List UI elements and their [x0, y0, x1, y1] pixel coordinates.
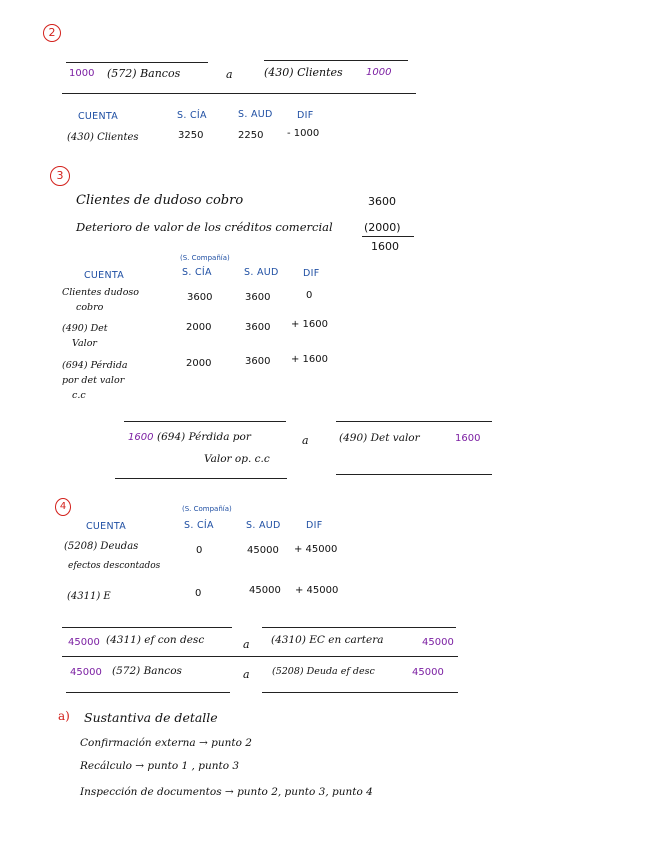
credit-amount: 1600: [455, 433, 481, 444]
credit-account: (490) Det valor: [339, 432, 420, 444]
line1-label: Clientes de dudoso cobro: [76, 193, 244, 208]
row3-cuenta-3: c.c: [72, 390, 86, 401]
debit-amount: 1000: [69, 68, 95, 79]
row2-saud: 3600: [245, 322, 271, 333]
entry2-a: a: [243, 668, 250, 681]
row2-dif: + 1600: [291, 319, 329, 330]
row-saud: 2250: [238, 130, 264, 141]
section-4-marker: 4: [55, 498, 71, 516]
line3-value: 1600: [371, 240, 399, 253]
row1-saud: 3600: [245, 292, 271, 303]
col-scia: S. CÍA: [184, 520, 214, 531]
row2-dif: + 45000: [295, 585, 339, 596]
row3-cuenta-2: por det valor: [62, 375, 125, 386]
line1-value: 3600: [368, 195, 396, 208]
entry1-credit-account: (4310) EC en cartera: [271, 634, 384, 646]
entry-line: [62, 93, 416, 94]
entry-line: [336, 421, 492, 422]
entry-line: [336, 474, 492, 475]
entry2-debit-account: (572) Bancos: [112, 665, 182, 677]
row1-saud: 45000: [247, 545, 279, 556]
section-3-marker: 3: [50, 166, 70, 186]
row1-scia: 3600: [187, 292, 213, 303]
entry2-debit-amount: 45000: [70, 667, 102, 678]
scia-note: (S. Compañía): [180, 254, 230, 262]
row3-dif: + 1600: [291, 354, 329, 365]
col-dif: DIF: [306, 520, 323, 531]
entry1-debit-amount: 45000: [68, 637, 100, 648]
row3-cuenta: (694) Pérdida: [62, 360, 128, 371]
col-cuenta: CUENTA: [84, 270, 125, 281]
section-a-title: Sustantiva de detalle: [84, 710, 218, 725]
debit-amount: 1600: [128, 432, 154, 443]
debit-account-2: Valor op. c.c: [204, 453, 270, 465]
row-scia: 3250: [178, 130, 204, 141]
row1-dif: + 45000: [294, 544, 338, 555]
entry1-debit-account: (4311) ef con desc: [106, 634, 205, 646]
list-item: Recálculo → punto 1 , punto 3: [80, 760, 240, 772]
entry-line: [124, 421, 286, 422]
row1-cuenta-2: cobro: [76, 302, 104, 313]
section-2-marker: 2: [43, 24, 61, 42]
entry-line: [262, 627, 456, 628]
entry1-credit-amount: 45000: [422, 637, 454, 648]
list-item: Confirmación externa → punto 2: [80, 737, 252, 749]
col-cuenta: CUENTA: [78, 111, 119, 122]
col-dif: DIF: [303, 268, 320, 279]
row3-saud: 3600: [245, 356, 271, 367]
list-item: Inspección de documentos → punto 2, punto 3, punto 4: [80, 786, 373, 798]
entry-line: [62, 627, 232, 628]
entry-line: [262, 692, 458, 693]
entry-line: [115, 478, 287, 479]
col-saud: S. AUD: [244, 267, 279, 278]
col-dif: DIF: [297, 110, 314, 121]
row-dif: - 1000: [287, 128, 320, 139]
entry-line: [264, 60, 408, 61]
line2-label: Deterioro de valor de los créditos comercial: [76, 220, 333, 234]
col-cuenta: CUENTA: [86, 521, 127, 532]
row2-cuenta-2: Valor: [72, 338, 97, 349]
row2-cuenta: (490) Det: [62, 323, 108, 334]
row2-saud: 45000: [249, 585, 281, 596]
row2-scia: 0: [195, 588, 202, 599]
total-line: [362, 236, 414, 237]
row1-cuenta: Clientes dudoso: [62, 287, 140, 298]
credit-account: (430) Clientes: [264, 66, 343, 79]
debit-account: (572) Bancos: [107, 67, 181, 80]
col-saud: S. AUD: [246, 520, 281, 531]
credit-amount: 1000: [366, 67, 392, 78]
section-a-marker: a): [58, 709, 70, 723]
row2-scia: 2000: [186, 322, 212, 333]
row1-cuenta: (5208) Deudas: [64, 541, 139, 552]
entry1-a: a: [243, 638, 250, 651]
row3-scia: 2000: [186, 358, 212, 369]
line2-value: (2000): [364, 221, 401, 234]
debit-account: (694) Pérdida por: [157, 431, 251, 443]
row1-scia: 0: [196, 545, 203, 556]
entry2-credit-amount: 45000: [412, 667, 444, 678]
col-saud: S. AUD: [238, 109, 273, 120]
col-scia: S. CÍA: [177, 110, 207, 121]
row2-cuenta: (4311) E: [67, 591, 111, 602]
row-cuenta: (430) Clientes: [67, 132, 139, 143]
row1-cuenta-2: efectos descontados: [68, 561, 161, 571]
entry-a: a: [302, 434, 309, 447]
entry2-credit-account: (5208) Deuda ef desc: [272, 666, 375, 677]
col-scia: S. CÍA: [182, 267, 212, 278]
entry-line: [66, 62, 208, 63]
entry-a: a: [226, 68, 233, 81]
entry-line: [66, 692, 230, 693]
scia-note: (S. Compañía): [182, 505, 232, 513]
entry-line: [62, 656, 458, 657]
row1-dif: 0: [306, 290, 313, 301]
